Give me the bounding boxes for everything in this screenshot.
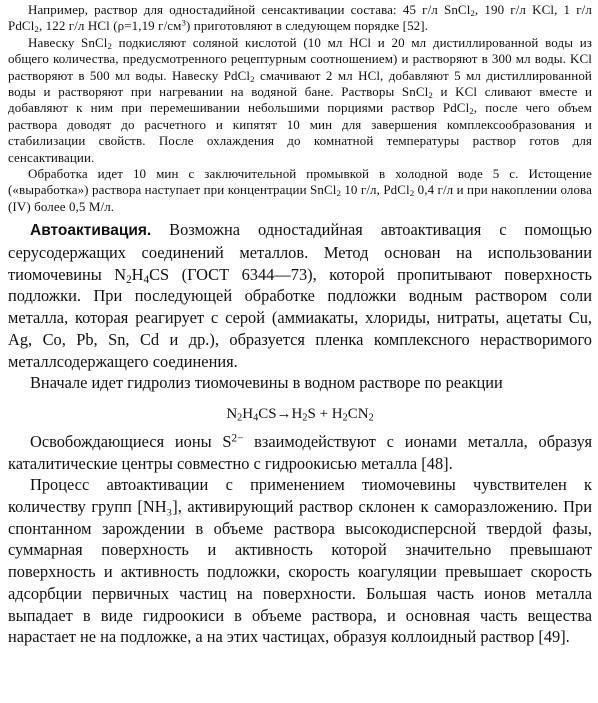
paragraph-process: Процесс автоактивации с применением тиомочевины чувствителен к количеству групп [NH₃], активирующий раствор склонен к саморазложению. При спонтанном зарождении в объеме раствора высокодисперсной твердой фазы, суммарная поверхность и активность которой значительно превышают поверхность и активность подложки, скорость коагуляции превышает скорость адсорбции первичных частиц на поверхности. Большая часть ионов металла выпадает в виде гидроокиси в объеме раствора, и основная часть вещества нарастает не на подложке, а на этих частицах, образуя коллоидный раствор [49]. (8, 475, 592, 647)
reaction-formula: $N_2H_4CS\to H_2S + H_2CN_2$ (226, 405, 374, 424)
paragraph-preparation: Навеску SnCl$_2$ подкисляют соляной кислотой (10 мл HCl и 20 мл дистиллированной воды из общего количества, предусмотренного рецептурным соотношением) и растворяют в 300 мл воды. KCl растворяют в 500 мл воды. Навеску PdCl$_2$ смачивают 2 мл HCl, добавляют 5 мл дистиллированной воды и растворяют при нагревании на водяной бане. Растворы SnCl$_2$ и KCl сливают вместе и добавляют к ним при перемешивании небольшими порциями раствор PdCl$_2$, после чего объем раствора доводят до расчетного и кипятят 10 мин для завершения комплексообразования и стабилизации свойств. После охлаждения до комнатной температуры раствор готов для сенсактивации. (8, 34, 593, 165)
paragraph-example-solution: Например, раствор для одностадийной сенсактивации состава: 45 г/л SnCl$_2$, 190 г/л KCl, 1 г/л PdCl$_2$, 122 г/л HCl (ρ=1,19 $г/см^3$) приготовляют в следующем порядке [52]. (8, 2, 592, 35)
small-print-section (8, 2, 592, 215)
paragraph-autoactivation: Автоактивация. Возможна одностадийная автоактивация с помощью серусодержащих соединений металлов. Метод основан на использовании тиомочевины $N_2H_4CS$ (ГОСТ 6344—73), которой пропитывают поверхность подложки. При последующей обработке подложки водным раствором соли металла, которая реагирует с серой (аммиакаты, хлориды, нитраты, ацетаты Cu, Ag, Co, Pb, Sn, Cd и др.), образуется пленка комплексного нерастворимого металлсодержащего соединения. (8, 220, 592, 371)
document-page (8, 2, 592, 648)
paragraph-processing: Обработка идет 10 мин с заключительной промывкой в холодной воде 5 с. Истощение («выработка») раствора наступает при концентрации SnCl$_2$ 10 г/л, PdCl$_2$ 0,4 г/л и при накоплении олова (IV) более 0,5 М/л. (8, 166, 592, 214)
main-text-section (8, 219, 592, 648)
paragraph-sulfide-ions: Освобождающиеся ионы $S^{2-}$ взаимодействуют с ионами металла, образуя каталитические центры совместно с гидроокисью металла [48]. (8, 431, 592, 473)
section-heading: Автоактивация. (30, 222, 152, 240)
paragraph-hydrolysis: Вначале идет гидролиз тиомочевины в водном растворе по реакции (30, 373, 503, 393)
